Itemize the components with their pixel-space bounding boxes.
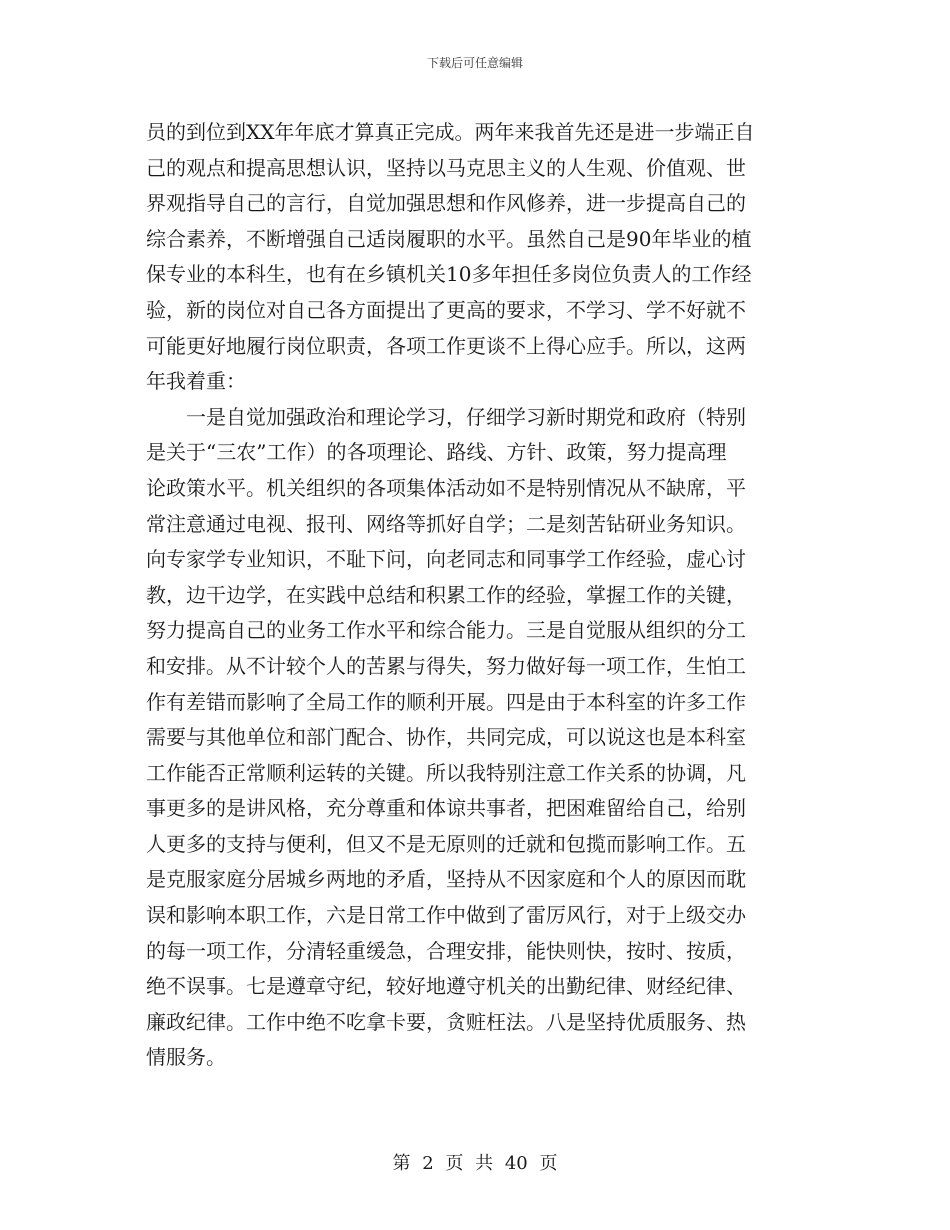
text-line: 的每一项工作，分清轻重缓急，合理安排，能快则快，按时、按质， bbox=[146, 938, 746, 963]
text-line: 教，边干边学，在实践中总结和积累工作的经验，掌握工作的关键， bbox=[146, 582, 746, 607]
text-line: 需要与其他单位和部门配合、协作，共同完成，可以说这也是本科室 bbox=[146, 725, 746, 750]
text-line: 是关于“三农”工作）的各项理论、路线、方针、政策，努力提高理 bbox=[146, 440, 727, 465]
text-line: 是克服家庭分居城乡两地的矛盾，坚持从不因家庭和个人的原因而耽 bbox=[146, 867, 746, 892]
text-line: 年我着重： bbox=[146, 369, 246, 394]
text-line: 人更多的支持与便利，但又不是无原则的迁就和包揽而影响工作。五 bbox=[146, 831, 746, 856]
text-line: 作有差错而影响了全局工作的顺利开展。四是由于本科室的许多工作 bbox=[146, 689, 746, 714]
body-text bbox=[146, 115, 804, 1076]
text-line: 验，新的岗位对自己各方面提出了更高的要求，不学习、学不好就不 bbox=[146, 297, 746, 322]
text-line: 常注意通过电视、报刊、网络等抓好自学；二是刻苦钻研业务知识。 bbox=[146, 511, 746, 536]
text-line: 向专家学专业知识，不耻下问，向老同志和同事学工作经验，虚心讨 bbox=[146, 547, 746, 572]
text-line: 努力提高自己的业务工作水平和综合能力。三是自觉服从组织的分工 bbox=[146, 618, 746, 643]
text-line: 可能更好地履行岗位职责，各项工作更谈不上得心应手。所以，这两 bbox=[146, 333, 746, 358]
text-line: 界观指导自己的言行，自觉加强思想和作风修养，进一步提高自己的 bbox=[146, 191, 746, 216]
text-line: 工作能否正常顺利运转的关键。所以我特别注意工作关系的协调，凡 bbox=[146, 760, 746, 785]
text-line: 论政策水平。机关组织的各项集体活动如不是特别情况从不缺席，平 bbox=[146, 475, 746, 500]
text-line: 廉政纪律。工作中绝不吃拿卡要，贪赃枉法。八是坚持优质服务、热 bbox=[146, 1009, 746, 1034]
text-line: 情服务。 bbox=[146, 1045, 226, 1070]
text-line: 误和影响本职工作，六是日常工作中做到了雷厉风行，对于上级交办 bbox=[146, 903, 746, 928]
text-line: 绝不误事。七是遵章守纪，较好地遵守机关的出勤纪律、财经纪律、 bbox=[146, 974, 746, 999]
text-line: 事更多的是讲风格，充分尊重和体谅共事者，把困难留给自己，给别 bbox=[146, 796, 746, 821]
page-number-footer: 第 2 页 共 40 页 bbox=[392, 1153, 558, 1174]
text-line: 保专业的本科生，也有在乡镇机关10多年担任多岗位负责人的工作经 bbox=[146, 262, 752, 287]
text-line: 一是自觉加强政治和理论学习，仔细学习新时期党和政府（特别 bbox=[146, 404, 746, 429]
text-line: 综合素养，不断增强自己适岗履职的水平。虽然自己是90年毕业的植 bbox=[146, 226, 752, 251]
text-line: 和安排。从不计较个人的苦累与得失，努力做好每一项工作，生怕工 bbox=[146, 653, 746, 678]
text-line: 己的观点和提高思想认识，坚持以马克思主义的人生观、价值观、世 bbox=[146, 155, 746, 180]
page-header: 下载后可任意编辑 bbox=[426, 56, 523, 70]
text-line: 员的到位到XX年年底才算真正完成。两年来我首先还是进一步端正自 bbox=[146, 120, 755, 144]
